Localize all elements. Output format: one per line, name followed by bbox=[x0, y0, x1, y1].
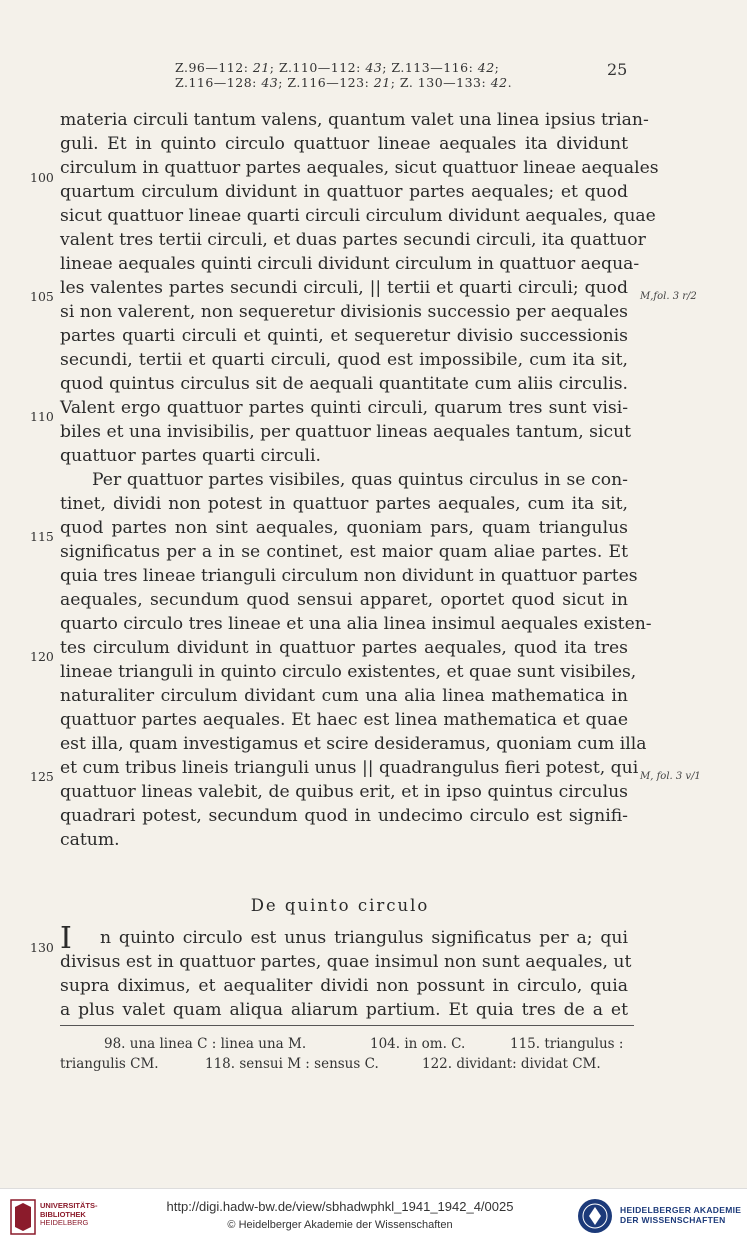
page-number: 25 bbox=[607, 60, 628, 79]
margin-note: M,fol. 3 r/2 bbox=[640, 291, 697, 302]
text-line: naturaliter circulum dividant cum una alia linea mathematica in bbox=[60, 686, 628, 706]
footnote: 118. sensui M : sensus C. bbox=[205, 1056, 379, 1072]
text-line: lineae trianguli in quinto circulo existentes, et quae sunt visibiles, bbox=[60, 662, 637, 682]
text-line: biles et una invisibilis, per quattuor lineas aequales tantum, sicut bbox=[60, 422, 632, 442]
text-line: circulum in quattuor partes aequales, sicut quattuor lineae aequales bbox=[60, 158, 659, 178]
text-line: quod partes non sint aequales, quoniam pars, quam triangulus bbox=[60, 518, 628, 538]
text-line: quattuor lineas valebit, de quibus erit, et in ipso quintus circulus bbox=[60, 782, 628, 802]
text-line: catum. bbox=[60, 830, 120, 850]
line-number: 120 bbox=[30, 649, 54, 664]
section-heading: De quinto circulo bbox=[250, 896, 430, 915]
text-line: valent tres tertii circuli, et duas partes secundi circuli, ita quattuor bbox=[60, 230, 646, 250]
margin-note: M, fol. 3 v/1 bbox=[640, 771, 701, 782]
text-line: les valentes partes secundi circuli, || tertii et quarti circuli; quod bbox=[60, 278, 628, 298]
line-number: 100 bbox=[30, 170, 54, 185]
text-line: quarto circulo tres lineae et una alia linea insimul aequales existen- bbox=[60, 614, 652, 634]
footnote: 104. in om. C. bbox=[370, 1036, 466, 1052]
drop-capital: I bbox=[60, 921, 72, 956]
header-line-2: Z.116—128: 43; Z.116—123: 21; Z. 130—133: 42. bbox=[175, 75, 513, 90]
line-number: 105 bbox=[30, 289, 54, 304]
text-line: si non valerent, non sequeretur divisionis successio per aequales bbox=[60, 302, 628, 322]
line-number: 110 bbox=[30, 409, 54, 424]
line-number: 125 bbox=[30, 769, 54, 784]
text-line: aequales, secundum quod sensui apparet, oportet quod sicut in bbox=[60, 590, 628, 610]
footnote: 98. una linea C : linea una M. bbox=[104, 1036, 307, 1052]
permalink[interactable]: http://digi.hadw-bw.de/view/sbhadwphkl_1941_1942_4/0025 bbox=[166, 1199, 514, 1214]
text-line: guli. Et in quinto circulo quattuor lineae aequales ita dividunt bbox=[60, 134, 628, 154]
text-line: est illa, quam investigamus et scire desideramus, quoniam cum illa bbox=[60, 734, 647, 754]
text-line: sicut quattuor lineae quarti circuli circulum dividunt aequales, quae bbox=[60, 206, 656, 226]
text-line: significatus per a in se continet, est maior quam aliae partes. Et bbox=[60, 542, 628, 562]
text-line: secundi, tertii et quarti circuli, quod est impossibile, cum ita sit, bbox=[60, 350, 628, 370]
text-line: quia tres lineae trianguli circulum non dividunt in quattuor partes bbox=[60, 566, 638, 586]
text-line: quod quintus circulus sit de aequali quantitate cum aliis circulis. bbox=[60, 374, 628, 394]
text-line: materia circuli tantum valens, quantum valet una linea ipsius trian- bbox=[60, 110, 649, 130]
section-text-line: n quinto circulo est unus triangulus significatus per a; qui bbox=[100, 928, 628, 948]
university-library-logo-icon bbox=[10, 1199, 36, 1235]
text-line: et cum tribus lineis trianguli unus || quadrangulus fieri potest, qui bbox=[60, 758, 639, 778]
footnote-rule bbox=[60, 1025, 634, 1026]
academy-seal-icon bbox=[576, 1197, 614, 1235]
text-line: Valent ergo quattuor partes quinti circuli, quarum tres sunt visi- bbox=[60, 398, 628, 418]
text-line: quadrari potest, secundum quod in undecimo circulo est signifi- bbox=[60, 806, 628, 826]
text-line: partes quarti circuli et quinti, et sequeretur divisio successionis bbox=[60, 326, 628, 346]
line-number: 130 bbox=[30, 940, 54, 955]
academy-name: HEIDELBERGER AKADEMIE DER WISSENSCHAFTEN bbox=[620, 1205, 742, 1225]
footnote: triangulis CM. bbox=[60, 1056, 159, 1072]
text-line: Per quattuor partes visibiles, quas quintus circulus in se con- bbox=[92, 470, 628, 490]
header-line-1: Z.96—112: 21; Z.110—112: 43; Z.113—116: 42; bbox=[175, 60, 500, 75]
line-number: 115 bbox=[30, 529, 54, 544]
copyright-notice: © Heidelberger Akademie der Wissenschaften bbox=[227, 1219, 453, 1231]
text-line: tes circulum dividunt in quattuor partes aequales, quod ita tres bbox=[60, 638, 628, 658]
library-name: UNIVERSITÄTS- BIBLIOTHEK HEIDELBERG bbox=[40, 1201, 98, 1227]
text-line: quattuor partes aequales. Et haec est linea mathematica et quae bbox=[60, 710, 628, 730]
text-line: quattuor partes quarti circuli. bbox=[60, 446, 321, 466]
text-line: quartum circulum dividunt in quattuor partes aequales; et quod bbox=[60, 182, 628, 202]
section-text-line: divisus est in quattuor partes, quae insimul non sunt aequales, ut bbox=[60, 952, 632, 972]
text-line: lineae aequales quinti circuli dividunt circulum in quattuor aequa- bbox=[60, 254, 640, 274]
section-text-line: a plus valet quam aliqua aliarum partium. Et quia tres de a et bbox=[60, 1000, 628, 1020]
footnote: 115. triangulus : bbox=[510, 1036, 624, 1052]
footnote: 122. dividant: dividat CM. bbox=[422, 1056, 601, 1072]
section-text-line: supra diximus, et aequaliter dividi non possunt in circulo, quia bbox=[60, 976, 628, 996]
viewer-footer bbox=[0, 1188, 747, 1243]
running-header bbox=[175, 60, 512, 90]
text-line: tinet, dividi non potest in quattuor partes aequales, cum ita sit, bbox=[60, 494, 628, 514]
